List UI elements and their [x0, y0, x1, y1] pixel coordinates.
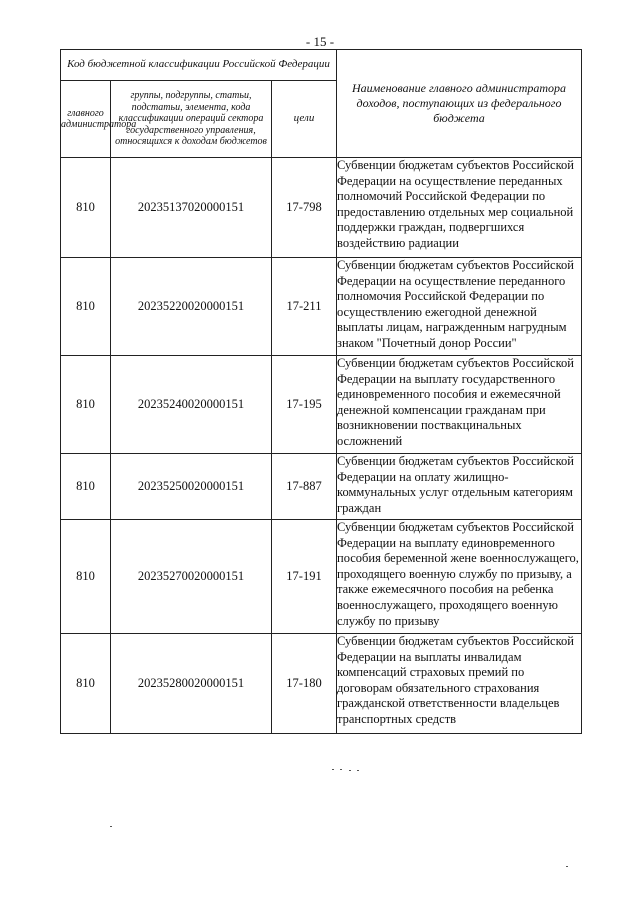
scan-speck — [340, 769, 342, 770]
revenue-name-cell: Субвенции бюджетам субъектов Российской Федерации на оплату жилищно-коммунальных услуг отдельным категориям граждан — [337, 454, 582, 520]
admin-code-cell: 810 — [61, 520, 111, 634]
table-row — [61, 634, 582, 734]
admin-code-cell: 810 — [61, 158, 111, 258]
header-code-column: группы, подгруппы, статьи, подстатьи, элемента, кода классификации операций сектора государственного управления, относящихся к доходам бюджетов — [111, 81, 272, 158]
admin-code-cell: 810 — [61, 258, 111, 356]
revenue-name-cell: Субвенции бюджетам субъектов Российской Федерации на осуществление переданных полномочий Российской Федерации по предоставлению отдельных мер социальной поддержки граждан, подвергшихся воздействию радиации — [337, 158, 582, 258]
admin-code-cell: 810 — [61, 634, 111, 734]
header-admin-column: главного администратора — [61, 81, 111, 158]
table-row — [61, 356, 582, 454]
budget-code-cell: 20235270020000151 — [111, 520, 272, 634]
budget-code-cell: 20235240020000151 — [111, 356, 272, 454]
table-row — [61, 258, 582, 356]
scan-speck — [357, 770, 359, 771]
header-name-column: Наименование главного администратора доходов, поступающих из федерального бюджета — [337, 50, 582, 158]
budget-code-cell: 20235220020000151 — [111, 258, 272, 356]
budget-code-cell: 20235250020000151 — [111, 454, 272, 520]
budget-classification-table — [60, 49, 582, 734]
table-row — [61, 454, 582, 520]
scan-speck — [110, 826, 112, 827]
scan-speck — [349, 770, 351, 771]
table-row — [61, 158, 582, 258]
admin-code-cell: 810 — [61, 454, 111, 520]
admin-code-cell: 810 — [61, 356, 111, 454]
header-group-title: Код бюджетной классификации Российской Федерации — [61, 50, 337, 81]
revenue-name-cell: Субвенции бюджетам субъектов Российской Федерации на выплаты инвалидам компенсаций страховых премий по договорам обязательного страхования гражданской ответственности владельцев транспортных средств — [337, 634, 582, 734]
revenue-name-cell: Субвенции бюджетам субъектов Российской Федерации на выплату единовременного пособия беременной жене военнослужащего, проходящего военную службу по призыву, а также ежемесячного пособия на ребенка военнослужащего, проходящего военную службу по призыву — [337, 520, 582, 634]
target-code-cell: 17-180 — [272, 634, 337, 734]
target-code-cell: 17-191 — [272, 520, 337, 634]
header-target-column: цели — [272, 81, 337, 158]
page-number: - 15 - — [305, 34, 335, 49]
budget-code-cell: 20235137020000151 — [111, 158, 272, 258]
budget-code-cell: 20235280020000151 — [111, 634, 272, 734]
header-row-top — [61, 50, 582, 81]
table-row — [61, 520, 582, 634]
target-code-cell: 17-211 — [272, 258, 337, 356]
target-code-cell: 17-798 — [272, 158, 337, 258]
target-code-cell: 17-195 — [272, 356, 337, 454]
scan-speck — [566, 866, 568, 867]
scan-speck — [332, 769, 334, 770]
revenue-name-cell: Субвенции бюджетам субъектов Российской Федерации на выплату государственного единовременного пособия и ежемесячной денежной компенсации гражданам при возникновении поствакцинальных осложнений — [337, 356, 582, 454]
revenue-name-cell: Субвенции бюджетам субъектов Российской Федерации на осуществление переданного полномочия Российской Федерации по осуществлению ежегодной денежной выплаты лицам, награжденным нагрудным знаком "Почетный донор России" — [337, 258, 582, 356]
target-code-cell: 17-887 — [272, 454, 337, 520]
